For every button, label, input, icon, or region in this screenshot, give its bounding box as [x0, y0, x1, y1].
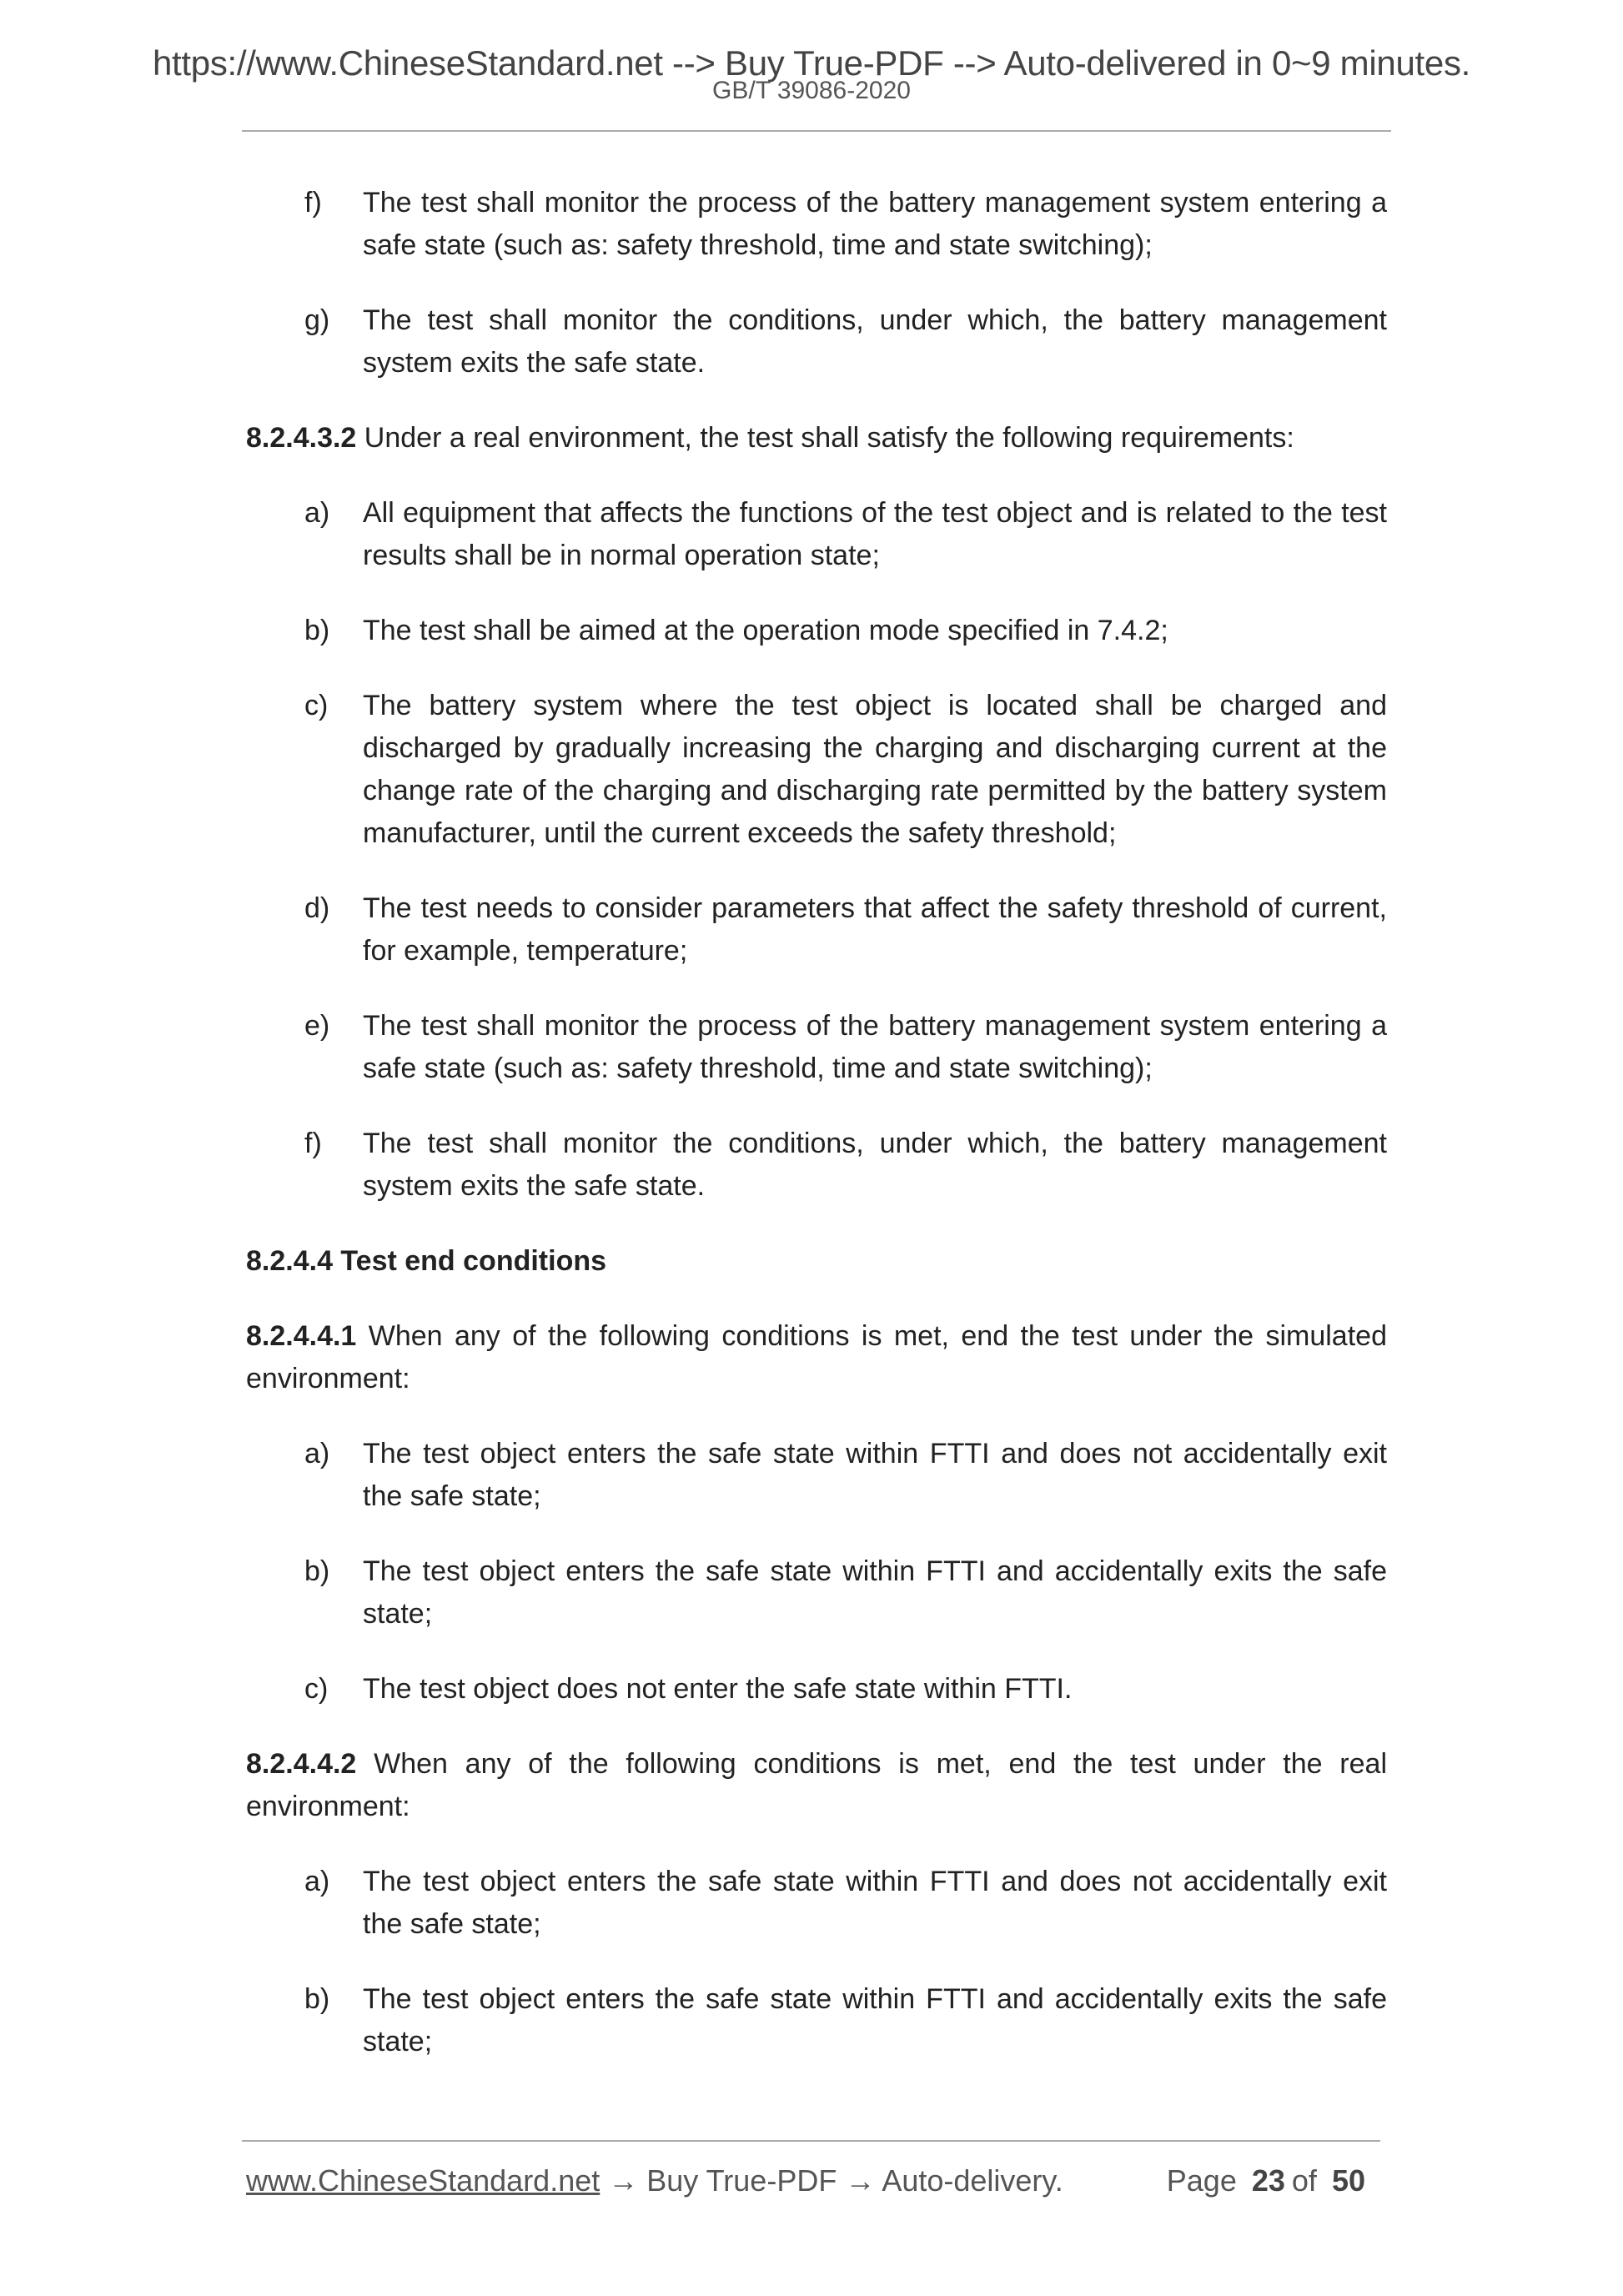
list-text: The test object does not enter the safe state within FTTI.	[363, 1673, 1073, 1705]
list-label: a)	[304, 1438, 330, 1470]
list-text: The test object enters the safe state within FTTI and accidentally exits the safe state;	[363, 1555, 1387, 1630]
list-item	[246, 492, 1387, 577]
clause-8-2-4-4-2	[246, 1743, 1387, 1828]
document-code: GB/T 39086-2020	[712, 77, 911, 104]
page-word: Page	[1166, 2163, 1237, 2198]
header-divider	[242, 130, 1391, 132]
list-label: g)	[304, 304, 330, 336]
section-heading-8-2-4-4: 8.2.4.4 Test end conditions	[246, 1245, 607, 1277]
list-item	[246, 299, 1387, 384]
list-item	[246, 1123, 1387, 1208]
page-number: 23	[1251, 2163, 1285, 2198]
list-label: b)	[304, 1983, 330, 2015]
list-label: c)	[304, 1673, 329, 1705]
page-content	[246, 182, 1387, 2096]
page-indicator	[1167, 2163, 1372, 2199]
list-text: The test shall monitor the process of the battery management system entering a safe state (such as: safety threshold, time and state switching);	[363, 187, 1387, 261]
clause-8-2-4-4-1	[246, 1315, 1387, 1400]
list-label: b)	[304, 615, 330, 646]
of-word: of	[1291, 2163, 1317, 2198]
list-item	[246, 685, 1387, 855]
clause-8-2-4-3-2	[246, 417, 1387, 460]
top-banner: https://www.ChineseStandard.net --> Buy True-PDF --> Auto-delivered in 0~9 minutes.	[152, 43, 1471, 83]
page-total: 50	[1331, 2163, 1365, 2198]
clause-number: 8.2.4.3.2	[246, 422, 357, 454]
list-item	[246, 1433, 1387, 1518]
list-item	[246, 887, 1387, 972]
list-text: The test object enters the safe state within FTTI and does not accidentally exit the safe state;	[363, 1866, 1387, 1940]
list-label: f)	[304, 1128, 322, 1159]
clause-text: Under a real environment, the test shall satisfy the following requirements:	[356, 422, 1294, 454]
list-item	[246, 1861, 1387, 1946]
list-text: The test needs to consider parameters that affect the safety threshold of current, for example, temperature;	[363, 892, 1387, 967]
page-footer	[246, 2163, 1380, 2199]
footer-divider	[242, 2140, 1380, 2142]
list-text: The test shall monitor the conditions, under which, the battery management system exits the safe state.	[363, 1128, 1387, 1202]
list-label: a)	[304, 497, 330, 529]
list-label: f)	[304, 187, 322, 219]
list-label: c)	[304, 690, 329, 721]
list-item	[246, 182, 1387, 267]
list-text: The test shall monitor the process of the battery management system entering a safe state (such as: safety threshold, time and state switching);	[363, 1010, 1387, 1084]
clause-text: When any of the following conditions is met, end the test under the real environment:	[246, 1748, 1387, 1822]
list-label: b)	[304, 1555, 330, 1587]
list-item	[246, 610, 1387, 652]
list-item	[246, 1005, 1387, 1090]
footer-site-link[interactable]: www.ChineseStandard.net	[246, 2163, 600, 2198]
list-text: The test shall monitor the conditions, under which, the battery management system exits the safe state.	[363, 304, 1387, 379]
list-item	[246, 1668, 1387, 1711]
list-label: d)	[304, 892, 330, 924]
list-text: All equipment that affects the functions of the test object and is related to the test results shall be in normal operation state;	[363, 497, 1387, 571]
list-item	[246, 1550, 1387, 1635]
list-label: e)	[304, 1010, 330, 1042]
list-text: The test object enters the safe state within FTTI and does not accidentally exit the safe state;	[363, 1438, 1387, 1512]
clause-number: 8.2.4.4.1	[246, 1320, 357, 1352]
clause-text: When any of the following conditions is met, end the test under the simulated environment:	[246, 1320, 1387, 1394]
list-text: The test shall be aimed at the operation mode specified in 7.4.2;	[363, 615, 1168, 646]
list-text: The test object enters the safe state within FTTI and accidentally exits the safe state;	[363, 1983, 1387, 2057]
list-item	[246, 1978, 1387, 2063]
clause-number: 8.2.4.4.2	[246, 1748, 357, 1780]
list-text: The battery system where the test object is located shall be charged and discharged by gradually increasing the charging and discharging current at the change rate of the charging and discharging rate permitted by the battery system manufacturer, until the current exceeds the safety threshold;	[363, 690, 1387, 849]
footer-tagline: → Buy True-PDF → Auto-delivery.	[600, 2163, 1063, 2198]
list-label: a)	[304, 1866, 330, 1897]
